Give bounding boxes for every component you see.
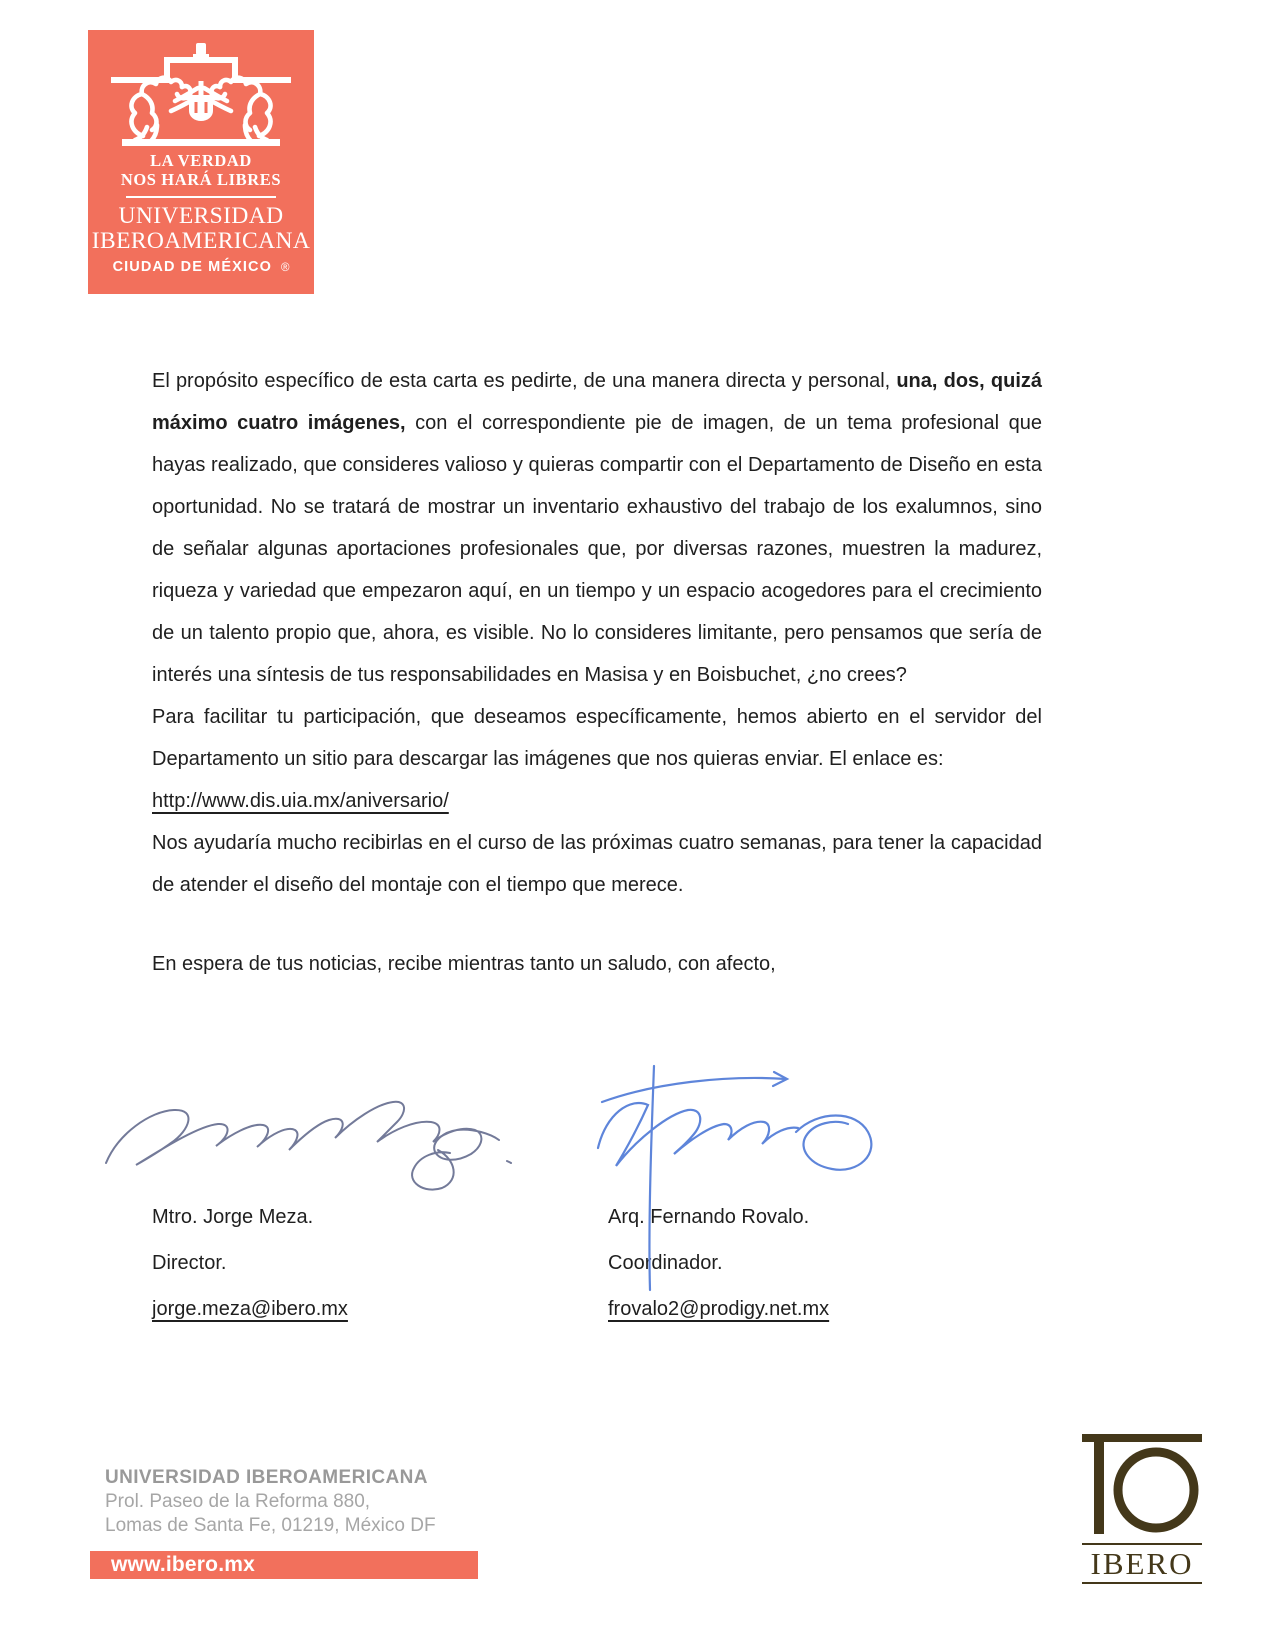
website-bar: [90, 1551, 478, 1579]
signature-jorge-meza: [100, 1066, 515, 1196]
signer-email-link[interactable]: jorge.meza@ibero.mx: [152, 1298, 348, 1320]
ibero-70-logo: [1082, 1434, 1202, 1586]
university-name-line1: UNIVERSIDAD: [118, 203, 284, 229]
ibero-rule-top: [1082, 1543, 1202, 1545]
university-name: [88, 204, 314, 254]
footer-university-name: UNIVERSIDAD IBEROAMERICANA: [105, 1467, 428, 1488]
logo-divider: [126, 196, 276, 198]
motto-line2: NOS HARÁ LIBRES: [120, 170, 282, 189]
university-crest-icon: [101, 39, 301, 149]
closing-line: En espera de tus noticias, recibe mientras tanto un saludo, con afecto,: [152, 953, 776, 975]
ibero-70-mark-icon: [1082, 1434, 1202, 1536]
ibero-wordmark: IBERO: [1090, 1546, 1194, 1581]
city-line: [88, 259, 314, 275]
paragraph-request-bold-text: una, dos, quizá máximo cuatro imágenes,: [152, 370, 1042, 434]
link-line: [152, 780, 1042, 822]
signer-block-jorge-meza: [152, 1205, 348, 1343]
paragraph-request-text-a: El propósito específico de esta carta es pedirte, de una manera directa y personal,: [152, 370, 897, 392]
footer-address-line1: Prol. Paseo de la Reforma 880,: [105, 1491, 371, 1512]
website-link[interactable]: www.ibero.mx: [111, 1553, 255, 1576]
signer-block-fernando-rovalo: [608, 1205, 829, 1343]
footer-address-line2: Lomas de Santa Fe, 01219, México DF: [105, 1515, 436, 1536]
paragraph-server: Para facilitar tu participación, que deseamos específicamente, hemos abierto en el servidor del Departamento un sitio para descargar las imágenes que nos quieras enviar. El enlace es:: [152, 706, 1042, 770]
motto: [88, 151, 314, 189]
signer-name: Arq. Fernando Rovalo.: [608, 1206, 810, 1228]
university-name-line2: IBEROAMERICANA: [91, 228, 311, 254]
paragraph-deadline: Nos ayudaría mucho recibirlas en el curso de las próximas cuatro semanas, para tener la capacidad de atender el diseño del montaje con el tiempo que merece.: [152, 832, 1042, 896]
registered-trademark: ®: [280, 262, 290, 274]
ibero-rule-bottom: [1082, 1582, 1202, 1584]
signer-email-link[interactable]: frovalo2@prodigy.net.mx: [608, 1298, 830, 1320]
download-site-link[interactable]: http://www.dis.uia.mx/aniversario/: [152, 790, 449, 812]
signer-title: Coordinador.: [608, 1252, 723, 1274]
signer-title: Director.: [152, 1252, 227, 1274]
signer-name: Mtro. Jorge Meza.: [152, 1206, 314, 1228]
letter-body: [152, 360, 1042, 985]
address-block: [105, 1466, 436, 1538]
city-label: CIUDAD DE MÉXICO: [112, 259, 272, 275]
university-logo-block: [88, 30, 314, 294]
paragraph-request: [152, 360, 1042, 696]
motto-line1: LA VERDAD: [150, 151, 252, 170]
paragraph-request-text-b: con el correspondiente pie de imagen, de un tema profesional que hayas realizado, que consideres valioso y quieras compartir con el Departamento de Diseño en esta oportunidad. No se tratará de mostrar un inventario exhaustivo del trabajo de los exalumnos, sino de señalar algunas aportaciones profesionales que, por diversas razones, muestren la madurez, riqueza y variedad que empezaron aquí, en un tiempo y un espacio acogedores para el crecimiento de un talento propio que, ahora, es visible. No lo consideres limitante, pero pensamos que sería de interés una síntesis de tus responsabilidades en Masisa y en Boisbuchet, ¿no crees?: [152, 412, 1042, 686]
